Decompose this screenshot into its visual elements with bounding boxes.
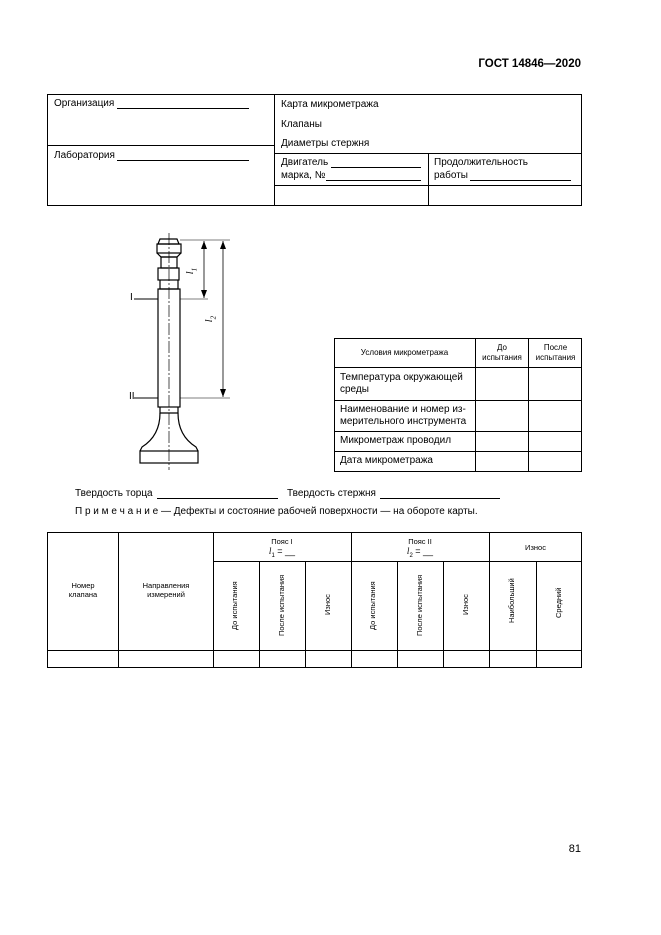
belt-2-before-header: До испытания	[368, 581, 377, 630]
valves-label: Клапаны	[281, 119, 322, 130]
form-divider-left	[47, 145, 274, 146]
organization-label: Организация	[54, 98, 115, 109]
main-col-line-3	[259, 561, 260, 668]
form-divider-engine	[428, 153, 429, 206]
stem-diameters-label: Диаметры стержня	[281, 138, 370, 149]
conditions-after-header: После испытания	[535, 343, 576, 362]
dimension-l2-label: $l_2$	[203, 315, 218, 323]
section-2-label: II	[129, 391, 135, 402]
card-title: Карта микрометража	[281, 99, 379, 110]
engine-label: Двигатель	[281, 157, 329, 168]
main-col-line-6	[397, 561, 398, 668]
belt-2-header: Пояс II	[408, 537, 432, 546]
organization-field[interactable]	[117, 98, 249, 109]
valve-drawing	[120, 230, 250, 475]
page-number: 81	[568, 843, 581, 855]
belt-2-formula: $l_2$ = __	[406, 546, 434, 559]
conditions-row-line-1	[334, 367, 582, 368]
laboratory-field[interactable]	[117, 150, 249, 161]
conditions-row-line-3	[334, 431, 582, 432]
dimension-l1-label: $l_1$	[184, 267, 199, 275]
engine-field[interactable]	[331, 157, 421, 168]
conditions-row-operator: Микрометраж проводил	[340, 435, 452, 446]
wear-avg-header: Средний	[554, 587, 563, 618]
conditions-row-date: Дата микрометража	[340, 455, 433, 466]
wear-header: Износ	[525, 543, 546, 552]
conditions-header: Условия микрометража	[360, 348, 449, 357]
belt-1-header: Пояс I	[271, 537, 293, 546]
face-hardness-label: Твердость торца	[75, 488, 153, 499]
face-hardness-field[interactable]	[157, 488, 278, 499]
duration-label: Продолжительность	[434, 157, 528, 168]
conditions-row-temperature: Температура окружающей среды	[340, 372, 463, 395]
conditions-row-line-2	[334, 400, 582, 401]
main-col-line-7	[443, 561, 444, 668]
engine-model-field[interactable]	[326, 170, 421, 181]
engine-model-label: марка, №	[281, 170, 326, 181]
section-1-label: I	[130, 292, 133, 303]
belt-2-after-header: После испытания	[415, 574, 424, 636]
main-col-line-9	[536, 561, 537, 668]
conditions-row-line-4	[334, 451, 582, 452]
stem-hardness-label: Твердость стержня	[287, 488, 376, 499]
note-text: П р и м е ч а н и е — Дефекты и состояние рабочей поверхности — на обороте карты.	[75, 506, 478, 517]
form-divider-vertical	[274, 94, 275, 206]
main-col-line-4	[305, 561, 306, 668]
main-col-line-8	[489, 532, 490, 668]
belt-1-before-header: До испытания	[230, 581, 239, 630]
belt-1-wear-header: Износ	[323, 594, 332, 616]
belt-1-after-header: После испытания	[277, 574, 286, 636]
laboratory-label: Лаборатория	[54, 150, 115, 161]
standard-number: ГОСТ 14846—2020	[478, 58, 581, 70]
main-row-line-body	[47, 650, 582, 651]
valve-number-header: Номер клапана	[68, 581, 98, 599]
duration-work-label: работы	[434, 170, 468, 181]
duration-field[interactable]	[470, 170, 571, 181]
belt-2-wear-header: Износ	[461, 594, 470, 616]
conditions-before-header: До испытания	[482, 343, 522, 362]
wear-max-header: Наибольший	[507, 578, 516, 624]
measure-direction-header: Направления измерений	[142, 581, 190, 599]
belt-1-formula: $l_1$ = __	[268, 546, 296, 559]
stem-hardness-field[interactable]	[380, 488, 500, 499]
main-col-line-1	[118, 532, 119, 668]
conditions-row-instrument: Наименование и номер из-мерительного инструмента	[340, 404, 467, 427]
